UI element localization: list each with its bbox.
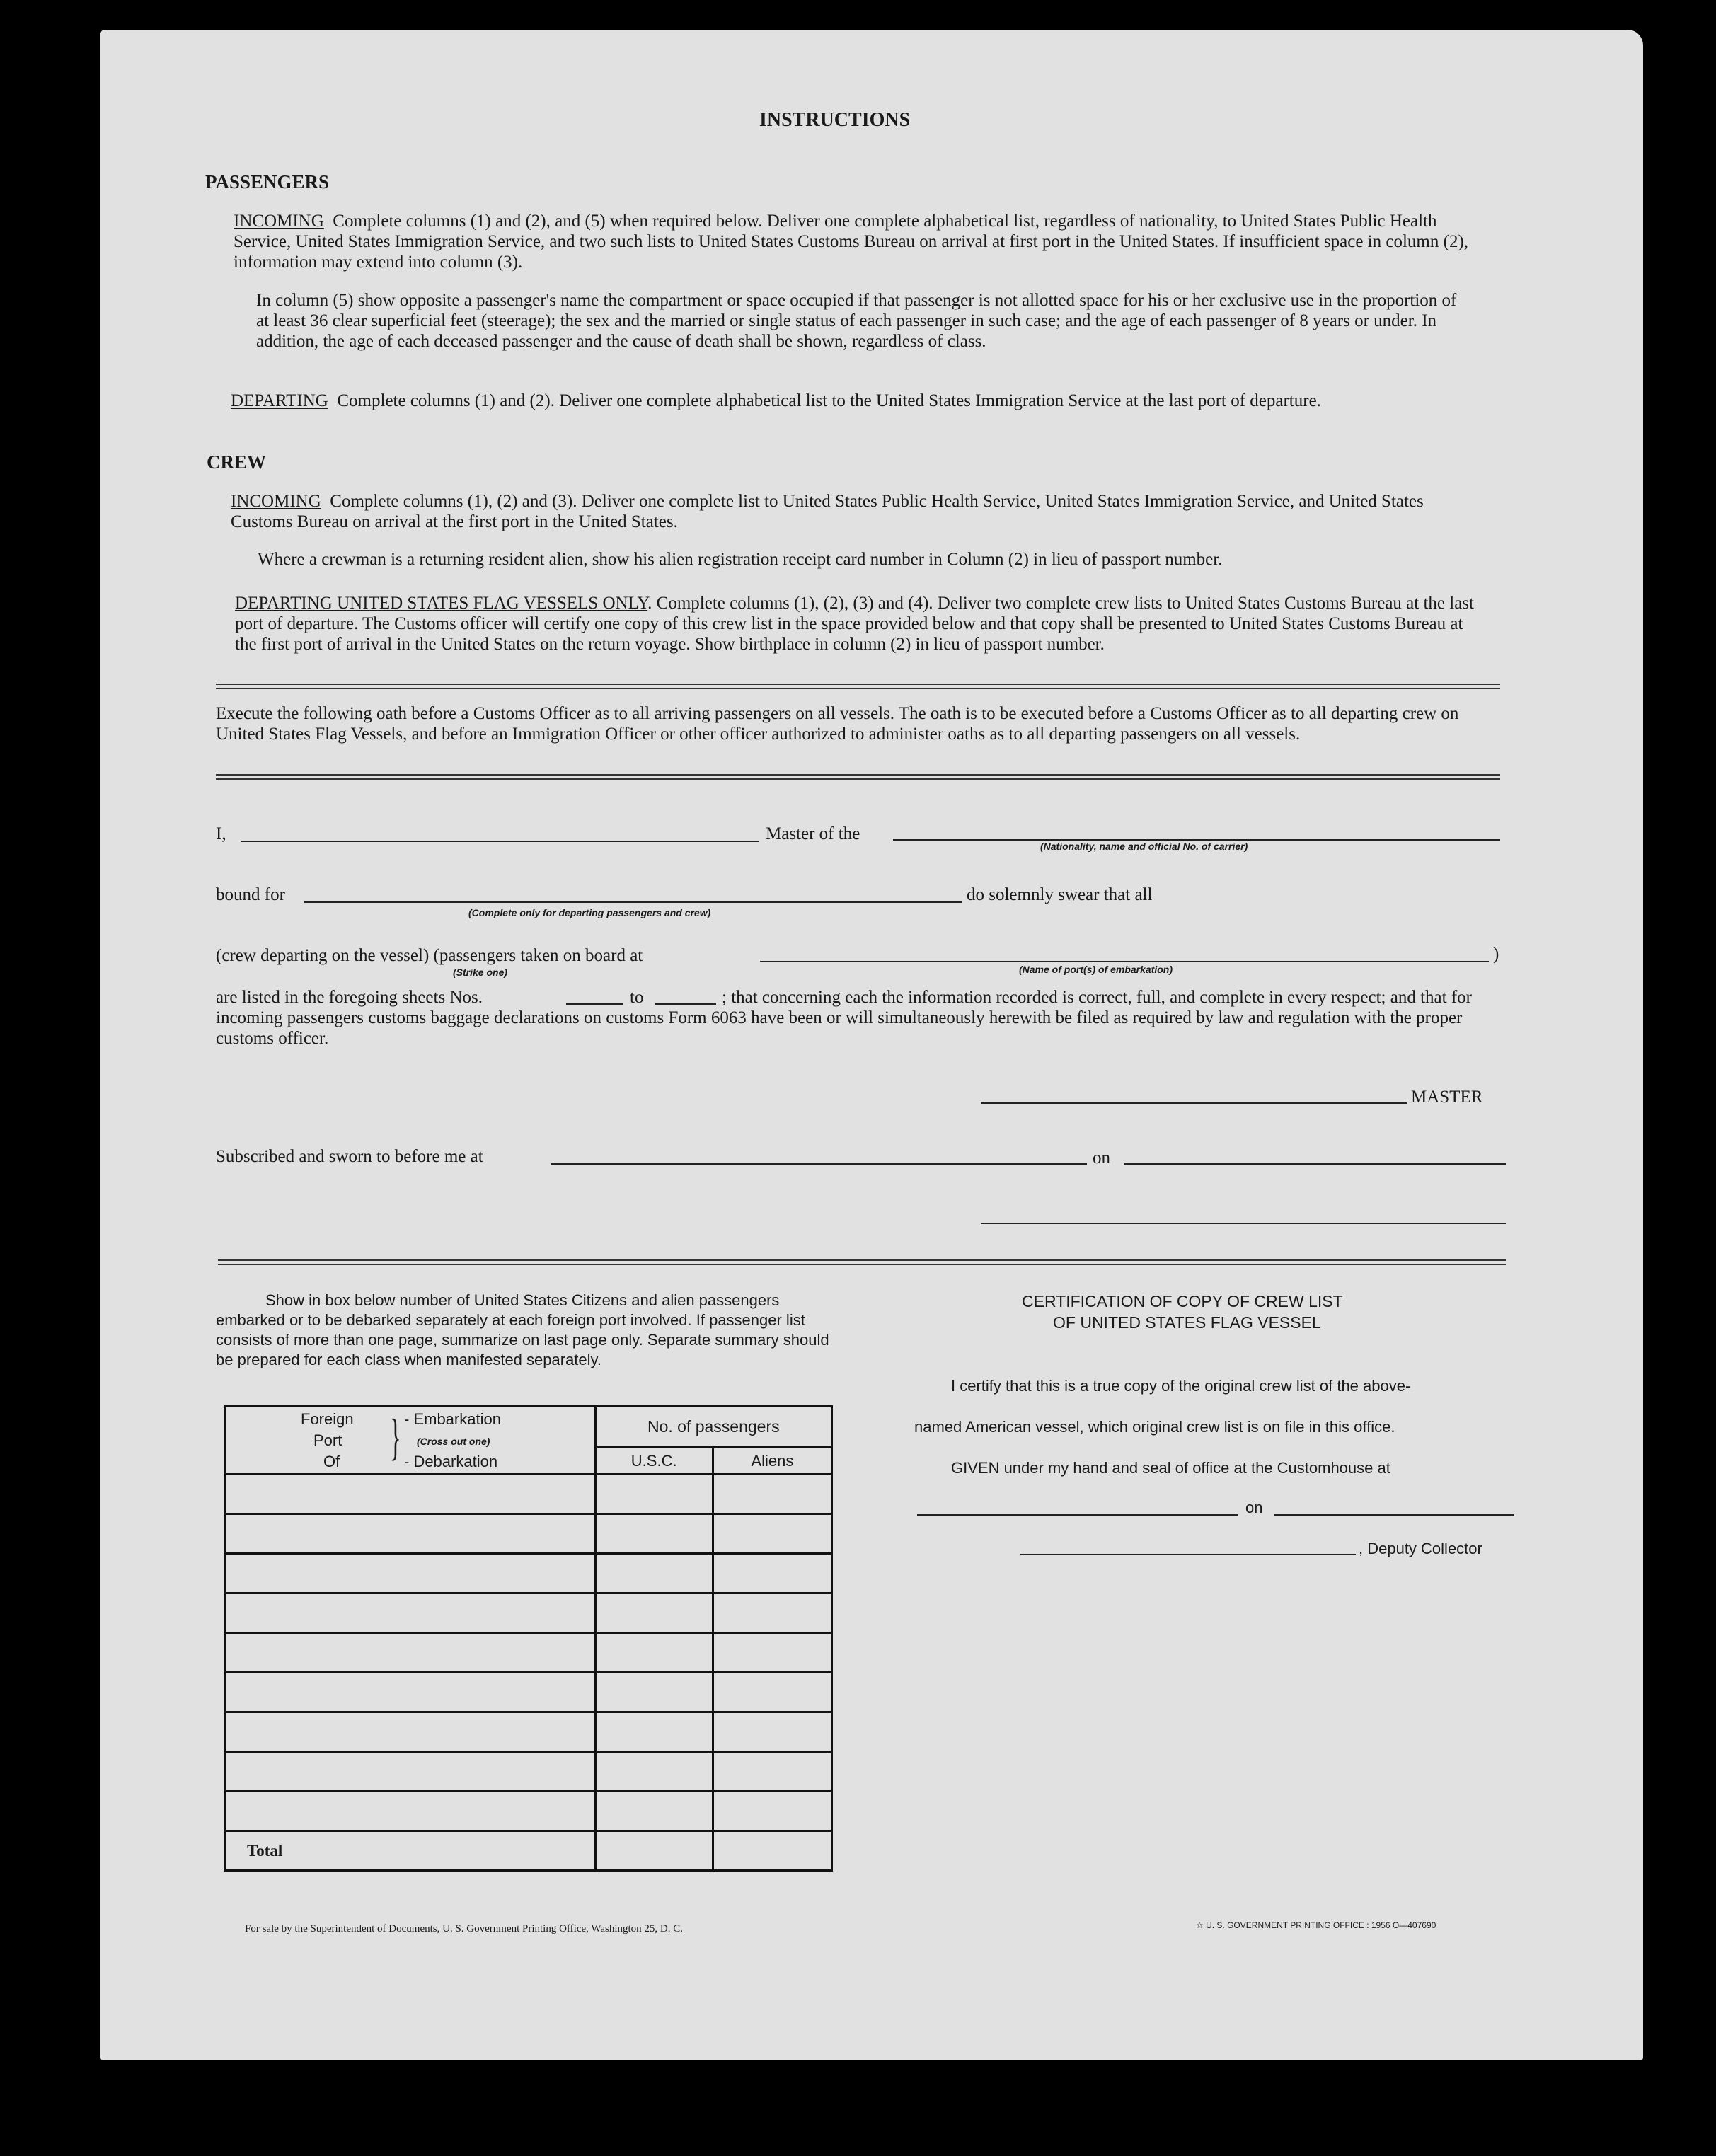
gpo-imprint: ☆ U. S. GOVERNMENT PRINTING OFFICE : 1956 O—407690 — [1196, 1920, 1436, 1930]
no-of-passengers-header: No. of passengers — [595, 1407, 831, 1448]
debarkation-label: - Debarkation — [404, 1453, 498, 1470]
crew-resident-paragraph: Where a crewman is a returning resident alien, show his alien registration receipt card number in Column (2) in lieu of passport number. — [258, 550, 1223, 569]
master-name-field[interactable] — [241, 841, 759, 842]
listed-paragraph: ; that concerning each the information recorded is correct, full, and complete in every respect; and that for incoming passengers customs baggage declarations on customs Form 6063 have been or will simultaneously herewith be filed as required by law and regulation with the proper customs officer. — [216, 988, 1472, 1048]
usc-header: U.S.C. — [595, 1448, 713, 1475]
sheets-to-label: to — [630, 988, 644, 1007]
embarkation-port-field[interactable] — [760, 961, 1489, 962]
aliens-cell[interactable] — [713, 1475, 831, 1514]
cross-out-caption: (Cross out one) — [417, 1436, 490, 1447]
aliens-total-cell[interactable] — [713, 1831, 831, 1871]
swear-text: do solemnly swear that all — [967, 885, 1153, 904]
certification-line1: I certify that this is a true copy of the original crew list of the above- — [951, 1377, 1411, 1395]
page-title: INSTRUCTIONS — [759, 109, 911, 131]
deputy-signature-field[interactable] — [1020, 1554, 1356, 1555]
usc-cell[interactable] — [595, 1554, 713, 1593]
passengers-departing-text: Complete columns (1) and (2). Deliver one complete alphabetical list to the United States Immigration Service at the last port of departure. — [337, 391, 1321, 410]
passengers-departing-paragraph — [231, 391, 1476, 411]
usc-cell[interactable] — [595, 1712, 713, 1752]
aliens-cell[interactable] — [713, 1554, 831, 1593]
strike-one-caption: (Strike one) — [453, 967, 508, 978]
usc-cell[interactable] — [595, 1514, 713, 1554]
crew-heading: CREW — [207, 451, 267, 473]
usc-total-cell[interactable] — [595, 1831, 713, 1871]
port-cell[interactable] — [225, 1633, 596, 1673]
bound-caption: (Complete only for departing passengers and crew) — [468, 907, 711, 918]
subscribed-label: Subscribed and sworn to before me at — [216, 1147, 483, 1166]
sheets-prefix: are listed in the foregoing sheets Nos. — [216, 988, 483, 1007]
divider — [218, 1259, 1506, 1265]
usc-cell[interactable] — [595, 1752, 713, 1792]
table-row — [225, 1673, 832, 1712]
total-label: Total — [225, 1831, 596, 1871]
divider — [216, 774, 1500, 780]
crew-incoming-text: Complete columns (1), (2) and (3). Deliver one complete list to United States Public Health Service, United States Immigration Service, and United States Customs Bureau on arrival at the first port in the United States. — [231, 492, 1424, 531]
oath-i-label: I, — [216, 824, 226, 843]
usc-cell[interactable] — [595, 1792, 713, 1831]
usc-cell[interactable] — [595, 1633, 713, 1673]
certification-on-label: on — [1245, 1499, 1263, 1516]
master-label: MASTER — [1411, 1088, 1483, 1107]
crew-incoming-paragraph — [231, 491, 1476, 532]
table-row — [225, 1514, 832, 1554]
certification-title-line1: CERTIFICATION OF COPY OF CREW LIST — [1022, 1292, 1343, 1310]
oath-intro: Execute the following oath before a Customs Officer as to all arriving passengers on all vessels. The oath is to be executed before a Customs Officer as to all departing crew on United States Flag Vessels, and before an Immigration Officer or other officer authorized to administer oaths as to all departing passengers on all vessels. — [216, 704, 1459, 744]
table-row — [225, 1792, 832, 1831]
port-header-cell — [225, 1407, 596, 1475]
subscribed-on-label: on — [1093, 1148, 1110, 1168]
aliens-header: Aliens — [713, 1448, 831, 1475]
passengers-incoming-paragraph — [234, 211, 1473, 272]
foreign-label: Foreign — [301, 1410, 354, 1428]
certification-line3: GIVEN under my hand and seal of office at the Customhouse at — [951, 1459, 1390, 1477]
passengers-departing-label: DEPARTING — [231, 391, 328, 410]
master-signature-field[interactable] — [981, 1102, 1407, 1104]
passengers-column5-paragraph: In column (5) show opposite a passenger's name the compartment or space occupied if that passenger is not allotted space for his or her exclusive use in the proportion of at least 36 clear superficial feet (steerage); the sex and the married or single status of each passenger in such case; and the age of each passenger of 8 years or under. In addition, the age of each deceased passenger and the cause of death shall be shown, regardless of class. — [256, 291, 1457, 351]
passengers-heading: PASSENGERS — [205, 171, 330, 192]
master-of-the-label: Master of the — [766, 824, 860, 843]
table-row — [225, 1554, 832, 1593]
table-row — [225, 1633, 832, 1673]
certification-line2: named American vessel, which original crew list is on file in this office. — [914, 1418, 1395, 1436]
table-row — [225, 1712, 832, 1752]
bound-for-field[interactable] — [304, 901, 962, 903]
deputy-collector-label: , Deputy Collector — [1359, 1540, 1482, 1557]
carrier-caption: (Nationality, name and official No. of carrier) — [1040, 841, 1248, 852]
aliens-cell[interactable] — [713, 1593, 831, 1633]
usc-cell[interactable] — [595, 1475, 713, 1514]
table-row — [225, 1752, 832, 1792]
sale-note: For sale by the Superintendent of Documents, U. S. Government Printing Office, Washington 25, D. C. — [245, 1923, 683, 1935]
passenger-summary-table — [224, 1405, 833, 1872]
crew-departing-paragraph — [235, 593, 1478, 655]
embarkation-label: - Embarkation — [404, 1410, 501, 1428]
table-row — [225, 1593, 832, 1633]
brace: } — [390, 1409, 401, 1465]
crew-departing-text: . Complete columns (1), (2), (3) and (4). Deliver two complete crew lists to United States Customs Bureau at the last port of departure. The Customs officer will certify one copy of this crew list in the space provided below and that copy shall be presented to United States Customs Bureau at the first port of arrival in the United States on the return voyage. Show birthplace in column (2) in lieu of passport number. — [235, 594, 1474, 654]
port-cell[interactable] — [225, 1554, 596, 1593]
of-label: Of — [323, 1453, 340, 1470]
passengers-incoming-label: INCOMING — [234, 212, 324, 231]
total-row — [225, 1831, 832, 1871]
usc-cell[interactable] — [595, 1673, 713, 1712]
divider — [216, 684, 1500, 689]
aliens-cell[interactable] — [713, 1673, 831, 1712]
close-paren: ) — [1493, 945, 1499, 964]
aliens-cell[interactable] — [713, 1633, 831, 1673]
port-cell[interactable] — [225, 1514, 596, 1554]
certification-title-line2: OF UNITED STATES FLAG VESSEL — [1053, 1313, 1321, 1332]
table-row — [225, 1475, 832, 1514]
port-cell[interactable] — [225, 1792, 596, 1831]
port-caption: (Name of port(s) of embarkation) — [1019, 964, 1173, 975]
customhouse-field[interactable] — [917, 1514, 1238, 1516]
summary-instructions: Show in box below number of United States Citizens and alien passengers embarked or to be debarked separately at each foreign port involved. If passenger list consists of more than one page, summarize on last page only. Separate summary should be prepared for each class when manifested separately. — [216, 1291, 829, 1368]
crew-departing-text: (crew departing on the vessel) (passengers taken on board at — [216, 946, 643, 965]
passengers-incoming-text: Complete columns (1) and (2), and (5) when required below. Deliver one complete alphabetical list, regardless of nationality, to United States Public Health Service, United States Immigration Service, and two such lists to United States Customs Bureau on arrival at first port in the United States. If insufficient space in column (2), information may extend into column (3). — [234, 212, 1469, 272]
port-cell[interactable] — [225, 1712, 596, 1752]
subscribed-date-field[interactable] — [1124, 1163, 1506, 1165]
port-cell[interactable] — [225, 1593, 596, 1633]
port-cell[interactable] — [225, 1673, 596, 1712]
port-cell[interactable] — [225, 1475, 596, 1514]
aliens-cell[interactable] — [713, 1752, 831, 1792]
crew-departing-label: DEPARTING UNITED STATES FLAG VESSELS ONLY — [235, 594, 648, 613]
bound-for-label: bound for — [216, 885, 285, 904]
port-label: Port — [313, 1431, 342, 1449]
aliens-cell[interactable] — [713, 1514, 831, 1554]
usc-cell[interactable] — [595, 1593, 713, 1633]
aliens-cell[interactable] — [713, 1712, 831, 1752]
aliens-cell[interactable] — [713, 1792, 831, 1831]
certification-date-field[interactable] — [1274, 1514, 1514, 1516]
subscribed-place-field[interactable] — [551, 1163, 1087, 1165]
port-cell[interactable] — [225, 1752, 596, 1792]
crew-incoming-label: INCOMING — [231, 492, 321, 511]
officer-signature-field[interactable] — [981, 1223, 1506, 1224]
